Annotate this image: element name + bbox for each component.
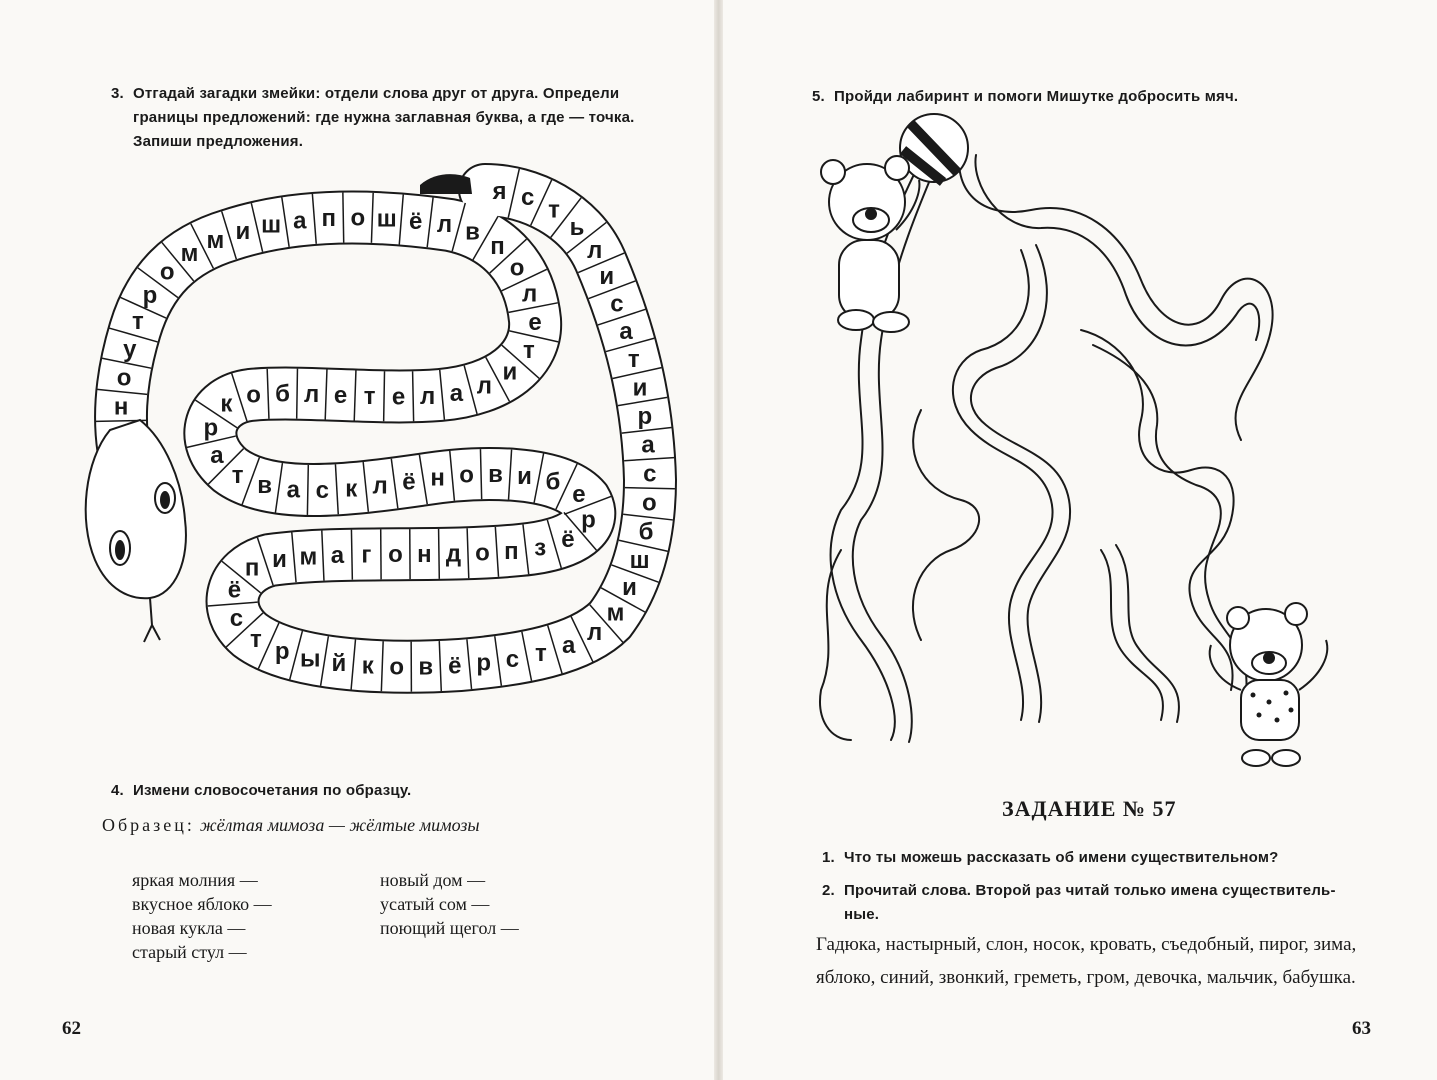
- phrase-item: усатый сом —: [380, 894, 490, 914]
- phrase-item: новый дом —: [380, 870, 486, 890]
- phrases-column-right: [380, 868, 519, 940]
- ball: [900, 114, 968, 182]
- snake-letter: с: [643, 460, 657, 488]
- bear-bottom-right: [1210, 603, 1328, 766]
- snake-cell-divider: [351, 530, 352, 580]
- snake-letter: р: [142, 281, 158, 309]
- snake-letter: с: [315, 476, 330, 504]
- snake-cell-divider: [307, 465, 308, 515]
- snake-letter: л: [521, 280, 538, 308]
- snake-letter: м: [180, 240, 199, 268]
- task-3-line-1: Отгадай загадки змейки: отдели слова друг от друга. Определи: [133, 85, 620, 102]
- task-4-text: Измени словосочетания по образцу.: [133, 782, 412, 799]
- snake-letter: а: [449, 379, 464, 407]
- snake-letter: а: [561, 631, 576, 659]
- snake-letter: г: [361, 541, 372, 569]
- snake-letter: р: [476, 649, 492, 677]
- snake-letter: т: [249, 625, 262, 653]
- snake-letter: л: [372, 472, 388, 500]
- snake-letter: т: [534, 640, 547, 668]
- snake-letter: о: [389, 653, 405, 681]
- snake-letter: и: [502, 358, 518, 386]
- snake-letter: п: [321, 205, 337, 233]
- snake-letter: и: [599, 263, 615, 291]
- page-number-left: 62: [62, 1018, 81, 1039]
- snake-letter: а: [210, 442, 224, 470]
- snake-letter: а: [619, 317, 633, 345]
- snake-letter: у: [123, 336, 137, 364]
- snake-letter: о: [475, 539, 490, 567]
- page-number-right: 63: [1352, 1018, 1371, 1039]
- phrase-item: новая кукла —: [132, 918, 246, 938]
- snake-letter: л: [587, 619, 603, 647]
- snake-letter: о: [509, 254, 525, 282]
- snake-body: [121, 190, 653, 667]
- snake-letter: ь: [569, 214, 585, 242]
- snake-letter: а: [641, 431, 655, 459]
- assignment-task-2-text: Прочитай слова. Второй раз читай только имена существитель-: [844, 882, 1336, 899]
- snake-letter: а: [286, 476, 301, 504]
- snake-cell-divider: [297, 369, 298, 419]
- snake-letter: д: [445, 540, 462, 568]
- snake-letter: з: [534, 534, 547, 562]
- snake-letter: р: [637, 402, 653, 430]
- snake-letter: м: [606, 599, 625, 627]
- snake-letter: ё: [409, 207, 423, 235]
- snake-letter: м: [299, 543, 318, 571]
- snake-letter: и: [632, 374, 648, 402]
- snake-letter: ш: [376, 205, 397, 233]
- snake-letter: п: [490, 233, 505, 261]
- snake-letter: м: [206, 227, 225, 255]
- snake-letter: ш: [629, 546, 650, 574]
- snake-letter: в: [257, 472, 273, 500]
- snake-letter: в: [465, 218, 480, 246]
- snake-letter: с: [521, 184, 535, 212]
- phrase-item: старый стул —: [132, 942, 247, 962]
- snake-letter: й: [331, 649, 347, 677]
- snake-letter: е: [528, 308, 542, 336]
- snake-letter: о: [246, 381, 261, 409]
- sample-label: Образец:: [102, 815, 195, 835]
- task-3-number: 3.: [111, 85, 124, 102]
- snake-letter: к: [345, 475, 358, 503]
- snake-letter: о: [159, 258, 175, 286]
- snake-letter: с: [610, 290, 624, 318]
- task-3-line-3: Запиши предложения.: [133, 133, 304, 150]
- assignment-task-2-continuation: ные.: [844, 906, 880, 923]
- snake-letter: к: [361, 652, 374, 680]
- snake-letter: л: [419, 382, 436, 410]
- assignment-heading: ЗАДАНИЕ № 57: [1002, 796, 1177, 821]
- snake-letter: о: [116, 364, 132, 392]
- phrase-item: яркая молния —: [132, 870, 258, 890]
- snake-letter: е: [572, 481, 586, 509]
- snake-letter: ё: [448, 652, 462, 680]
- snake-cell-divider: [439, 529, 440, 579]
- snake-letter: л: [476, 372, 493, 400]
- snake-puzzle: [0, 0, 716, 720]
- snake-letter: о: [350, 204, 366, 232]
- snake-letter: б: [545, 468, 561, 496]
- snake-letter: и: [622, 573, 637, 601]
- task-5-text: Пройди лабиринт и помоги Мишутке добросить мяч.: [834, 88, 1239, 105]
- snake-letter: н: [417, 541, 432, 569]
- task-4-number: 4.: [111, 782, 124, 799]
- snake-letter: п: [504, 537, 519, 565]
- snake-letter: о: [641, 489, 657, 517]
- snake-tongue: [144, 598, 160, 642]
- snake-letter: я: [492, 177, 507, 205]
- snake-tail-tip: [420, 174, 472, 194]
- phrase-item: вкусное яблоко —: [132, 894, 272, 914]
- task-3-line-2: границы предложений: где нужна заглавная буква, а где — точка.: [133, 109, 635, 126]
- sample-example: жёлтая мимоза — жёлтые мимозы: [199, 815, 480, 835]
- snake-letter: ё: [227, 576, 242, 604]
- snake-letter: т: [363, 382, 376, 410]
- phrase-item: поющий щегол —: [380, 918, 519, 938]
- snake-letter: и: [517, 462, 532, 490]
- snake-cell-divider: [343, 193, 344, 243]
- snake-letter: б: [275, 380, 290, 408]
- maze-illustration: [721, 80, 1437, 780]
- snake-letter: б: [638, 518, 654, 546]
- snake-letter: а: [293, 207, 307, 235]
- snake-letter: и: [272, 545, 287, 573]
- snake-letter: а: [330, 542, 345, 570]
- snake-letter: с: [229, 604, 244, 632]
- snake-cell-divider: [413, 371, 414, 421]
- snake-letter: в: [488, 461, 503, 489]
- snake-cell-divider: [384, 371, 385, 421]
- phrases-column-left: [132, 868, 272, 964]
- snake-letter: к: [220, 390, 233, 418]
- snake-letter: с: [505, 645, 520, 673]
- task-4-instructions: [111, 779, 411, 803]
- snake-letter: ы: [299, 645, 321, 673]
- assignment-tasks: [822, 846, 1382, 927]
- snake-letter: т: [231, 461, 244, 489]
- word-list: Гадюка, настырный, слон, носок, кровать, съедобный, пирог, зима, яблоко, синий, звонкий, греметь, гром, девочка, мальчик, бабушка.: [816, 934, 1357, 988]
- snake-letter: ё: [402, 468, 416, 496]
- snake-letter: ё: [561, 525, 575, 553]
- snake-letter: т: [627, 345, 640, 373]
- snake-letter: и: [235, 218, 251, 246]
- assignment-task-1-text: Что ты можешь рассказать об имени существительном?: [844, 849, 1279, 866]
- snake-letter: т: [548, 196, 560, 224]
- snake-letter: н: [113, 393, 129, 421]
- snake-letter: т: [131, 308, 144, 336]
- snake-letter: о: [388, 541, 403, 569]
- snake-letter: о: [459, 461, 474, 489]
- snake-letter: н: [430, 464, 445, 492]
- assignment-task-1-number: 1.: [822, 849, 835, 866]
- snake-letter: ш: [261, 211, 282, 239]
- sample-line: [102, 815, 480, 836]
- snake-letter: л: [587, 236, 603, 264]
- task-5-number: 5.: [812, 88, 825, 105]
- snake-letter: в: [418, 653, 434, 681]
- snake-letter: л: [436, 211, 453, 239]
- snake-letter: е: [333, 381, 348, 409]
- snake-letter: т: [522, 336, 535, 364]
- snake-letter: р: [581, 506, 596, 534]
- snake-letter: л: [303, 380, 320, 408]
- assignment-task-2-number: 2.: [822, 882, 835, 899]
- snake-letter: п: [244, 554, 260, 582]
- snake-letter: р: [274, 638, 290, 666]
- snake-letter: е: [391, 383, 406, 411]
- snake-letter: р: [203, 414, 219, 442]
